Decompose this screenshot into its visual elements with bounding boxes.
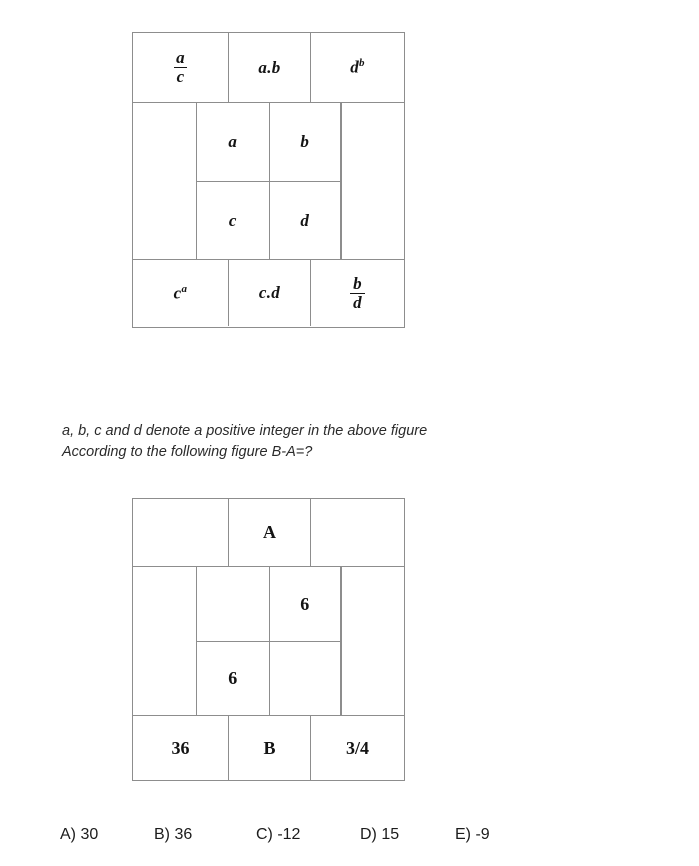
inner-cell-d-label: d [300, 210, 310, 230]
cell-a-over-c [133, 33, 228, 102]
variables-figure-top-row [133, 33, 404, 103]
value-cell-A [228, 499, 310, 566]
value-inner-cell-bottom-right [269, 642, 341, 715]
value-inner-cell-bottom-left-label: 6 [228, 668, 238, 688]
value-cell-three-quarters [310, 716, 404, 780]
cell-c-pow-a [133, 260, 228, 326]
option-c[interactable]: C) -12 [256, 826, 301, 843]
cell-c-pow-a-label: $c^a$ [173, 282, 188, 303]
option-e[interactable]: E) -9 [455, 826, 490, 843]
cell-c-times-d [228, 260, 310, 326]
fraction-a-over-c [173, 49, 188, 86]
value-inner-cell-bottom-left [197, 642, 269, 715]
option-a[interactable]: A) 30 [60, 826, 99, 843]
variables-inner-grid [196, 103, 341, 259]
value-cell-top-left [133, 499, 228, 566]
cell-a-times-b-label: a.b [258, 57, 281, 77]
variables-figure-middle-band [133, 103, 404, 259]
cell-c-times-d-label: c.d [258, 283, 281, 302]
cell-b-over-d [310, 260, 404, 326]
value-inner-cell-top-right [269, 567, 341, 641]
inner-cell-b [269, 103, 341, 181]
value-inner-cell-top-right-label: 6 [300, 593, 310, 614]
value-cell-A-label: A [263, 522, 276, 542]
option-b[interactable]: B) 36 [154, 826, 193, 843]
inner-row-bottom [197, 181, 340, 259]
variables-figure-bottom-row [133, 259, 404, 326]
value-cell-36 [133, 716, 228, 780]
value-cell-B [228, 716, 310, 780]
inner-row-top [197, 103, 340, 181]
prompt-line-1: a, b, c and d denote a positive integer in the above figure [62, 423, 428, 439]
value-middle-left-blank-cell [133, 567, 196, 715]
value-cell-B-label: B [263, 737, 276, 758]
fraction-b-over-d [350, 275, 365, 312]
exponent-a: a [181, 282, 188, 295]
fraction-numerator: b [353, 273, 362, 293]
values-figure-middle-band [133, 567, 404, 715]
inner-cell-d [269, 182, 341, 259]
value-cell-top-right [310, 499, 404, 566]
values-figure-top-row [133, 499, 404, 567]
answer-options [60, 826, 525, 844]
option-d[interactable]: D) 15 [360, 826, 400, 843]
value-inner-cell-top-left [197, 567, 269, 641]
cell-a-times-b [228, 33, 310, 102]
inner-cell-a-label: a [228, 132, 238, 151]
inner-cell-b-label: b [300, 132, 310, 151]
fraction-denominator: d [350, 293, 365, 312]
prompt-line-2: According to the following figure B-A=? [62, 444, 313, 460]
values-inner-grid [196, 567, 341, 715]
middle-right-blank-cell [341, 103, 404, 259]
value-inner-row-top [197, 567, 340, 641]
middle-left-blank-cell [133, 103, 196, 259]
inner-cell-a [197, 103, 269, 181]
cell-d-pow-b-label: $d^b$ [350, 57, 365, 77]
inner-cell-c [197, 182, 269, 259]
value-cell-three-quarters-label: 3/4 [345, 737, 369, 758]
value-middle-right-blank-cell [341, 567, 404, 715]
inner-cell-c-label: c [228, 210, 237, 230]
cell-d-pow-b [310, 33, 404, 102]
variables-figure [132, 32, 405, 328]
question-prompt [62, 421, 699, 463]
values-figure-bottom-row [133, 715, 404, 780]
fraction-numerator: a [176, 48, 185, 68]
exponent-b: b [359, 57, 365, 70]
fraction-denominator: c [174, 67, 188, 86]
value-inner-row-bottom [197, 641, 340, 715]
value-cell-36-label: 36 [171, 737, 190, 758]
values-figure [132, 498, 405, 781]
